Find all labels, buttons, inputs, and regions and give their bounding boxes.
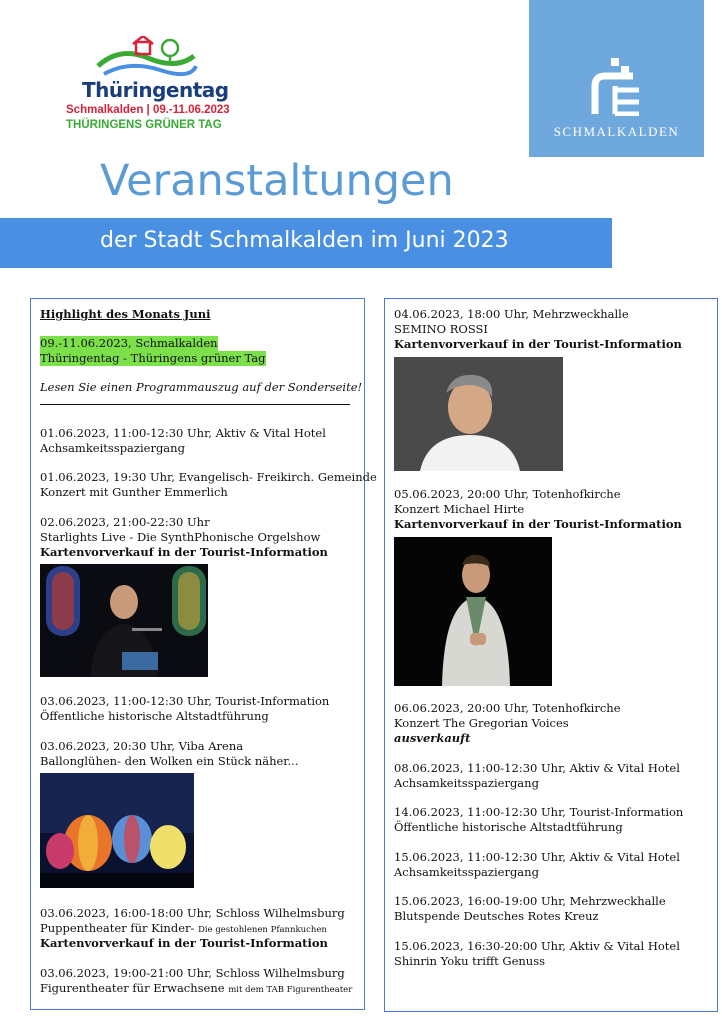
event-date: 08.06.2023, 11:00-12:30 Uhr, Aktiv & Vital Hotel [394, 761, 680, 775]
ticket-note: Kartenvorverkauf in der Tourist-Information [394, 517, 682, 531]
michael-hirte-photo [394, 537, 552, 686]
event-title: SEMINO ROSSI [394, 322, 488, 336]
event-title: Konzert The Gregorian Voices [394, 716, 569, 730]
event-subtitle: mit dem TAB Figurentheater [228, 985, 353, 995]
event-date: 06.06.2023, 20:00 Uhr, Totenhofkirche [394, 701, 621, 715]
event-title: Konzert mit Gunther Emmerlich [40, 485, 228, 499]
event-date: 03.06.2023, 20:30 Uhr, Viba Arena [40, 739, 244, 753]
event-title: Achsamkeitsspaziergang [394, 865, 539, 879]
logo-slogan: THÜRINGENS GRÜNER TAG [66, 119, 222, 131]
event-title: Puppentheater für Kinder- Die gestohlenen Pfannkuchen [40, 921, 327, 935]
highlight-date: 09.-11.06.2023, Schmalkalden [40, 336, 218, 350]
ticket-note: Kartenvorverkauf in der Tourist-Information [40, 545, 328, 559]
ticket-note: Kartenvorverkauf in der Tourist-Information [394, 337, 682, 351]
event-date: 04.06.2023, 18:00 Uhr, Mehrzweckhalle [394, 307, 629, 321]
semino-rossi-photo [394, 357, 563, 471]
logo-city-dates: Schmalkalden | 09.-11.06.2023 [66, 104, 230, 116]
page-subtitle: der Stadt Schmalkalden im Juni 2023 [100, 228, 509, 253]
event-date: 02.06.2023, 21:00-22:30 Uhr [40, 515, 210, 529]
highlight-name: Thüringentag - Thüringens grüner Tag [40, 351, 266, 365]
event-title: Achsamkeitsspaziergang [40, 441, 185, 455]
event-title: Starlights Live - Die SynthPhonische Orgelshow [40, 530, 321, 544]
event-title: Figurentheater für Erwachsene mit dem TAB Figurentheater [40, 981, 353, 995]
event-date: 01.06.2023, 19:30 Uhr, Evangelisch- Freikirch. Gemeinde [40, 470, 377, 484]
highlight-heading: Highlight des Monats Juni [40, 307, 211, 321]
event-date: 15.06.2023, 16:00-19:00 Uhr, Mehrzweckhalle [394, 894, 666, 908]
event-date: 14.06.2023, 11:00-12:30 Uhr, Tourist-Information [394, 805, 684, 819]
event-date: 05.06.2023, 20:00 Uhr, Totenhofkirche [394, 487, 621, 501]
thueringentag-emblem-icon [90, 36, 200, 81]
page-title: Veranstaltungen [100, 156, 454, 206]
schmalkalden-logo-icon [589, 56, 649, 116]
event-title: Shinrin Yoku trifft Genuss [394, 954, 546, 968]
event-subtitle: Die gestohlenen Pfannkuchen [198, 925, 327, 935]
event-title: Ballonglühen- den Wolken ein Stück näher... [40, 754, 299, 768]
soldout-note: ausverkauft [394, 731, 471, 745]
event-title: Konzert Michael Hirte [394, 502, 525, 516]
event-date: 03.06.2023, 11:00-12:30 Uhr, Tourist-Information [40, 694, 330, 708]
ticket-note: Kartenvorverkauf in der Tourist-Information [40, 936, 328, 950]
event-title: Achsamkeitsspaziergang [394, 776, 539, 790]
schmalkalden-brand [529, 0, 704, 157]
ballonglühen-photo [40, 773, 194, 888]
orgelshow-photo [40, 564, 208, 677]
subtitle-banner [0, 218, 612, 268]
event-date: 01.06.2023, 11:00-12:30 Uhr, Aktiv & Vital Hotel [40, 426, 326, 440]
brand-name: SCHMALKALDEN [553, 124, 680, 139]
event-title: Öffentliche historische Altstadtführung [394, 820, 623, 834]
event-date: 03.06.2023, 19:00-21:00 Uhr, Schloss Wilhelmsburg [40, 966, 345, 980]
logo-wordmark: Thüringentag [82, 78, 229, 102]
divider [40, 404, 350, 405]
thueringentag-logo [62, 36, 230, 136]
event-date: 15.06.2023, 16:30-20:00 Uhr, Aktiv & Vital Hotel [394, 939, 680, 953]
event-date: 03.06.2023, 16:00-18:00 Uhr, Schloss Wilhelmsburg [40, 906, 345, 920]
event-title: Blutspende Deutsches Rotes Kreuz [394, 909, 599, 923]
event-title: Öffentliche historische Altstadtführung [40, 709, 269, 723]
event-date: 15.06.2023, 11:00-12:30 Uhr, Aktiv & Vital Hotel [394, 850, 680, 864]
highlight-note: Lesen Sie einen Programmauszug auf der Sonderseite! [40, 380, 363, 394]
